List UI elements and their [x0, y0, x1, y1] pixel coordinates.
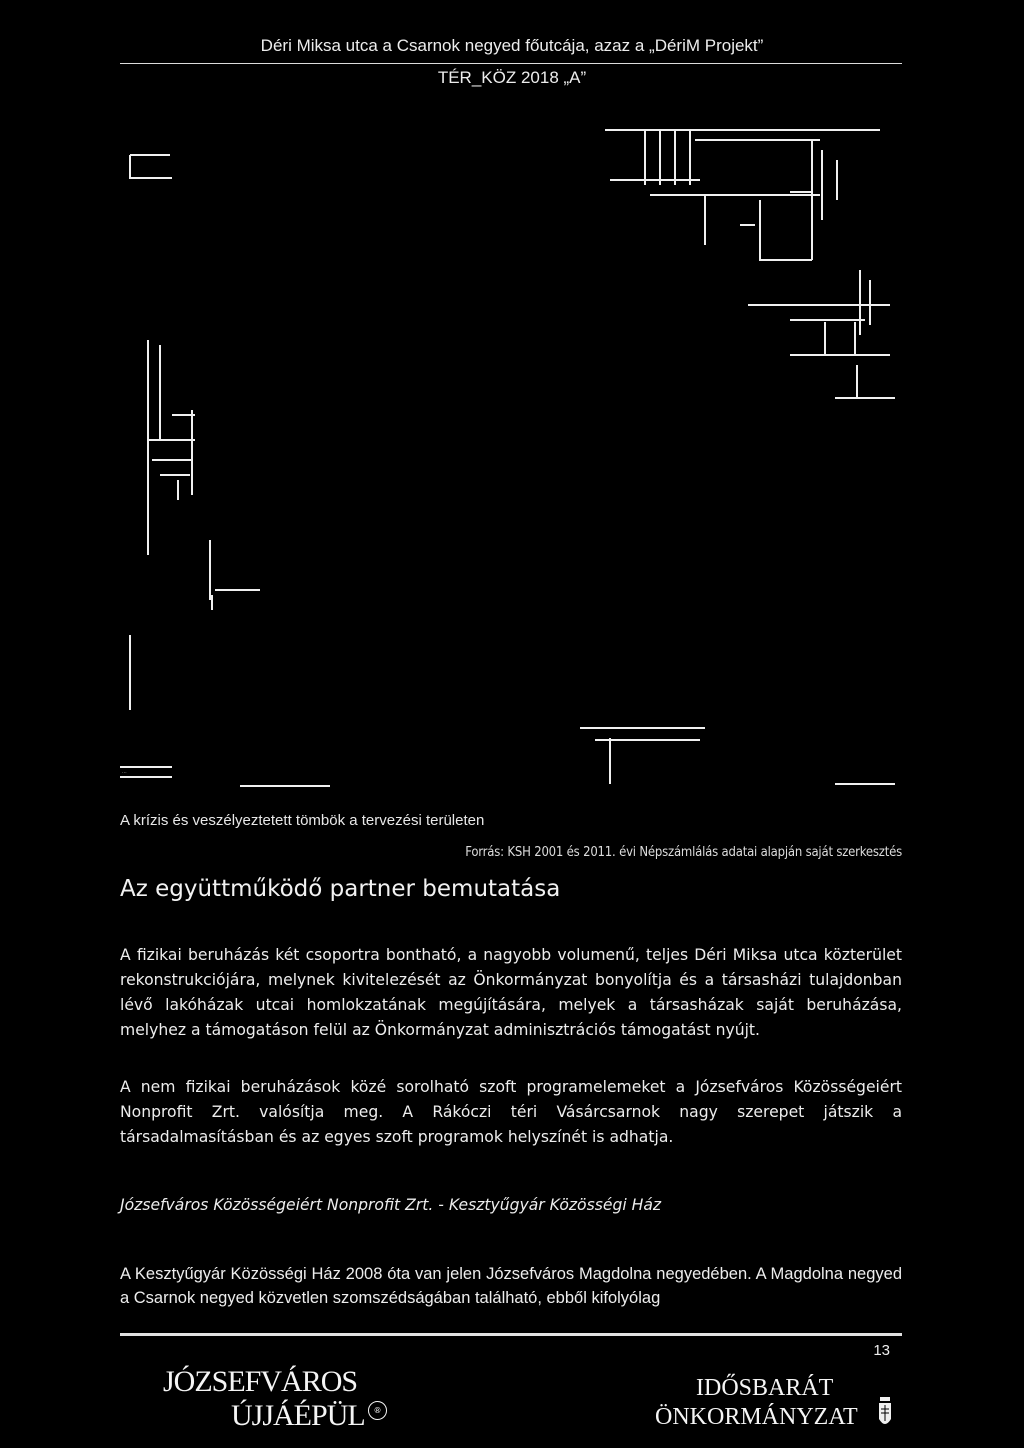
block-map-figure: [100, 100, 920, 800]
registered-mark-icon: ®: [368, 1401, 387, 1420]
body-paragraph-3: A Kesztyűgyár Közösségi Ház 2008 óta van jelen Józsefváros Magdolna negyedében. A Magdolna negyed a Csarnok negyed közvetlen szomszédságában található, ebből kifolyólag: [120, 1265, 902, 1307]
running-header-title: Déri Miksa utca a Csarnok negyed főutcája, azaz a „DériM Projekt”: [260, 36, 764, 55]
jozsefvaros-ujjaepul-logo: [163, 1365, 403, 1435]
idosbarat-onkormanyzat-logo: [655, 1375, 905, 1435]
figure-source: Forrás: KSH 2001 és 2011. évi Népszámlálás adatai alapján saját szerkesztés: [465, 845, 902, 860]
body-paragraph-1: A fizikai beruházás két csoportra bontható, a nagyobb volumenű, teljes Déri Miksa utca közterület rekonstrukciójára, melynek kivitelezését az Önkormányzat bonyolítja és a társasházi tulajdonban lévő lakóházak utcai homlokzatának megújítására, melyek a társasházak saját beruházása, melyhez a támogatáson felül az Önkormányzat adminisztrációs támogatást nyújt.: [120, 946, 902, 1039]
body-paragraph-2: A nem fizikai beruházások közé sorolható szoft programelemeket a Józsefváros Közösségeiért Nonprofit Zrt. valósítja meg. A Rákóczi téri Vásárcsarnok nagy szerepet játszik a társadalmasításban és az egyes szoft programok helyszínét is adhatja.: [120, 1078, 902, 1146]
page-number: 13: [873, 1342, 890, 1359]
subsection-heading: Józsefváros Közösségeiért Nonprofit Zrt. - Kesztyűgyár Közösségi Ház: [120, 1196, 662, 1214]
logo-right-line2: ÖNKORMÁNYZAT: [655, 1404, 858, 1430]
footer-rule: [120, 1333, 902, 1336]
figure-caption: A krízis és veszélyeztetett tömbök a tervezési területen: [120, 812, 485, 829]
section-title: Az együttműködő partner bemutatása: [120, 876, 561, 902]
svg-text:···: ···: [122, 770, 127, 776]
logo-left-line2: ÚJJÁÉPÜL: [231, 1399, 365, 1432]
logo-right-line1: IDŐSBARÁT: [696, 1375, 834, 1401]
header-rule: [120, 63, 902, 64]
running-header-subtitle: TÉR_KÖZ 2018 „A”: [437, 68, 587, 87]
logo-left-line1: JÓZSEFVÁROS: [163, 1365, 358, 1398]
coat-of-arms-icon: [877, 1395, 893, 1431]
